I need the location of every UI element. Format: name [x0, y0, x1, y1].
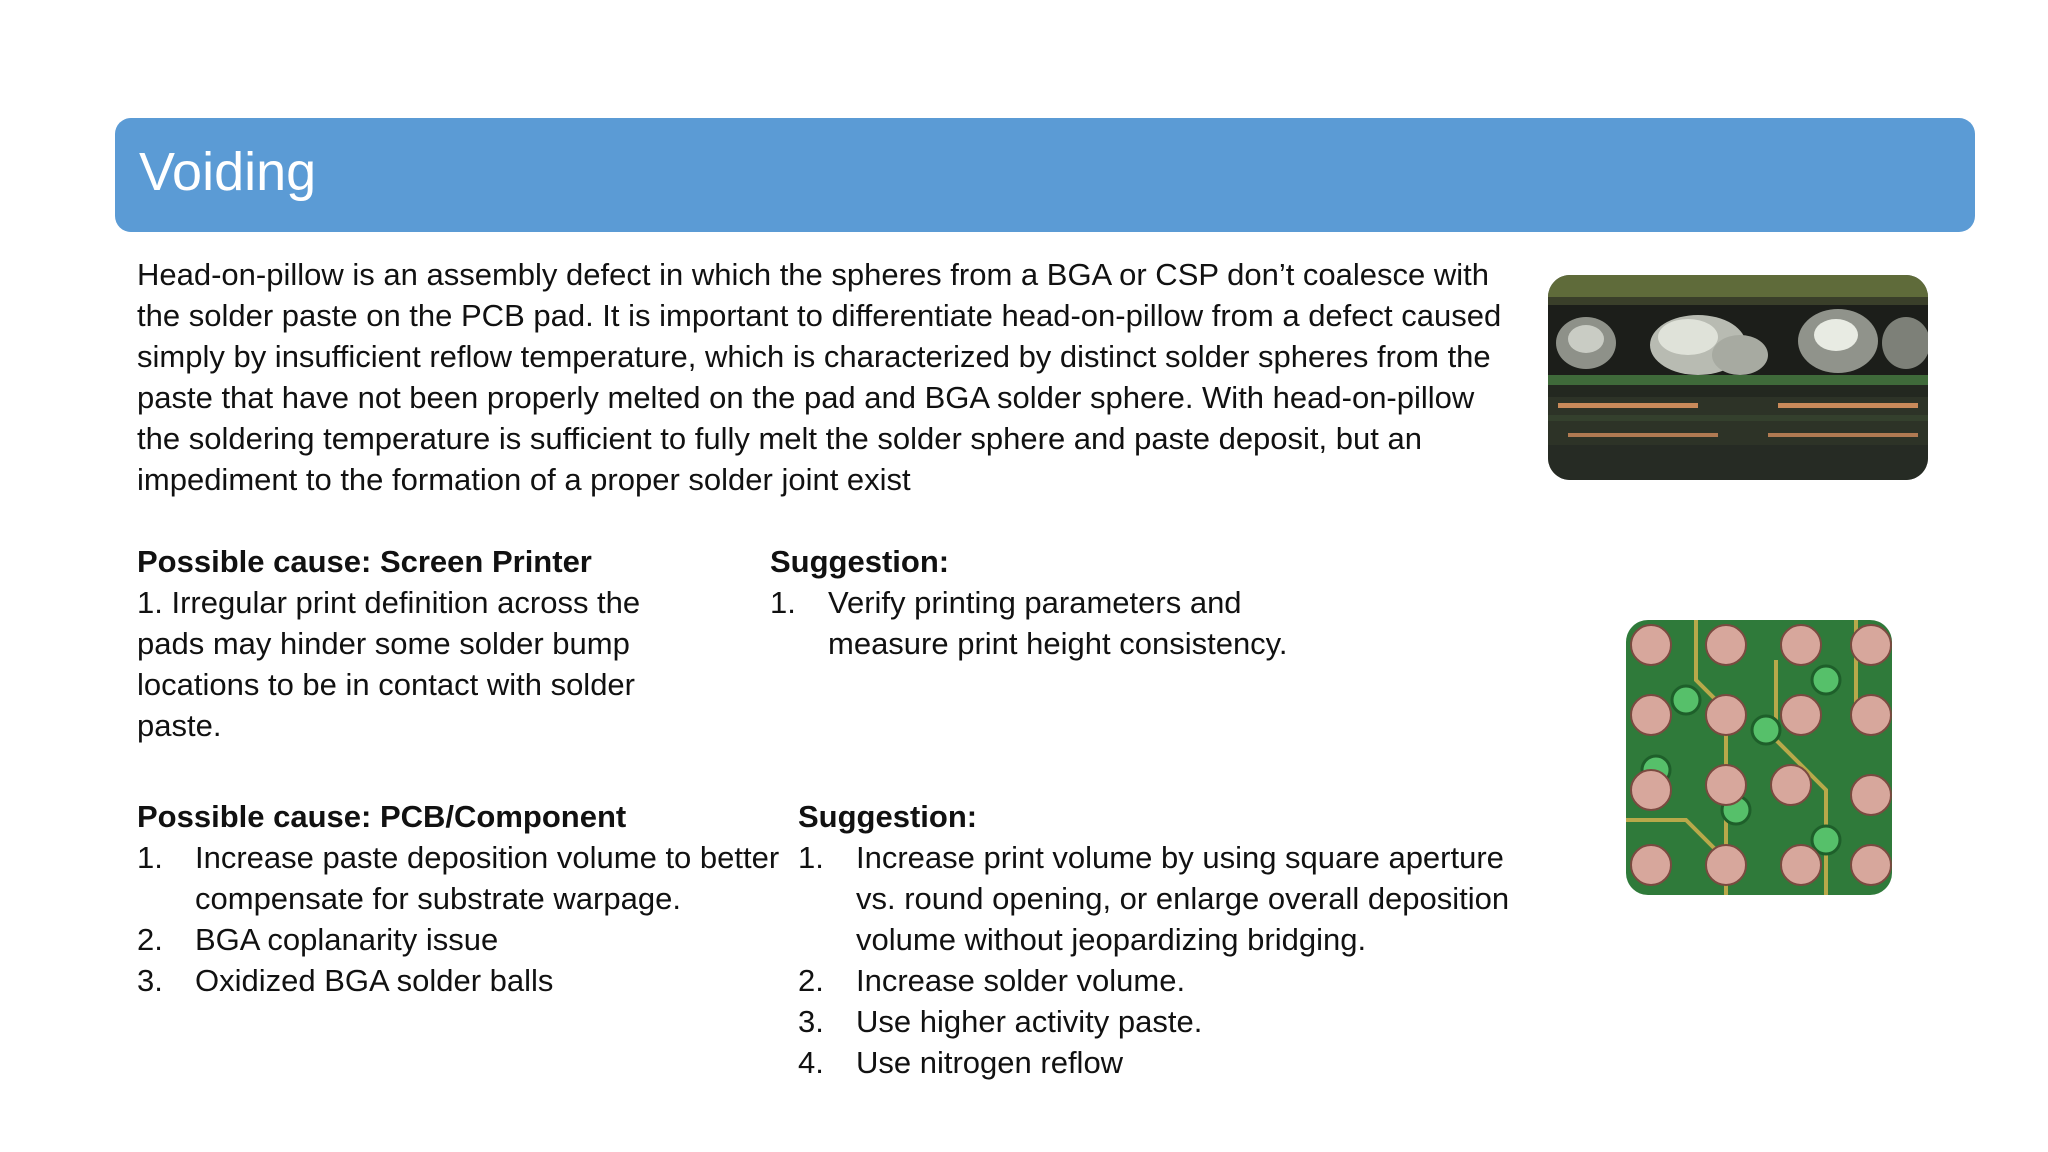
- list-number: 1.: [137, 840, 163, 875]
- list-number: 2.: [137, 922, 163, 957]
- list-text: Verify printing parameters and measure print height consistency.: [828, 585, 1288, 661]
- list-number: 4.: [798, 1045, 824, 1080]
- list-number: 1.: [798, 840, 824, 875]
- suggestion1-heading: Suggestion:: [770, 544, 950, 579]
- intro-paragraph: Head-on-pillow is an assembly defect in which the spheres from a BGA or CSP don’t coalesce with the solder paste on the PCB pad. It is important to differentiate head-on-pillow from a defect caused simply by insufficient reflow temperature, which is characterized by distinct solder spheres from the paste that have not been properly melted on the pad and BGA solder sphere. With head-on-pillow the soldering temperature is sufficient to fully melt the solder sphere and paste deposit, but an impediment to the formation of a proper solder joint exist: [137, 257, 1502, 497]
- slide-title: Voiding: [139, 142, 317, 202]
- suggestion2-heading: Suggestion:: [798, 799, 978, 834]
- suggestion1-block: [770, 541, 1330, 664]
- list-item: [798, 960, 1548, 1001]
- list-number: 2.: [798, 963, 824, 998]
- list-text: Use nitrogen reflow: [856, 1045, 1124, 1080]
- head-on-pillow-photo: [1548, 275, 1928, 480]
- list-item: [798, 1042, 1548, 1083]
- bga-pad-array-photo: [1626, 620, 1892, 895]
- cause2-heading: Possible cause: PCB/Component: [137, 799, 627, 834]
- cause1-text: 1. Irregular print definition across the pads may hinder some solder bump locations to be in contact with solder paste.: [137, 585, 641, 743]
- list-text: Use higher activity paste.: [856, 1004, 1203, 1039]
- list-number: 1.: [770, 585, 796, 620]
- cause2-block: [137, 796, 797, 1001]
- list-item: [798, 837, 1548, 960]
- list-number: 3.: [137, 963, 163, 998]
- list-item: [137, 919, 797, 960]
- title-bar: [115, 118, 1975, 232]
- list-item: [137, 837, 797, 919]
- list-text: Oxidized BGA solder balls: [195, 963, 554, 998]
- list-text: Increase print volume by using square aperture vs. round opening, or enlarge overall deposition volume without jeopardizing bridging.: [856, 840, 1510, 957]
- suggestion2-block: [798, 796, 1548, 1083]
- list-text: Increase paste deposition volume to better compensate for substrate warpage.: [195, 840, 780, 916]
- list-item: [137, 960, 797, 1001]
- list-number: 3.: [798, 1004, 824, 1039]
- list-text: Increase solder volume.: [856, 963, 1186, 998]
- cause1-block: [137, 541, 697, 746]
- list-text: BGA coplanarity issue: [195, 922, 499, 957]
- list-item: [798, 1001, 1548, 1042]
- list-item: [770, 582, 1330, 664]
- cause1-heading: Possible cause: Screen Printer: [137, 544, 592, 579]
